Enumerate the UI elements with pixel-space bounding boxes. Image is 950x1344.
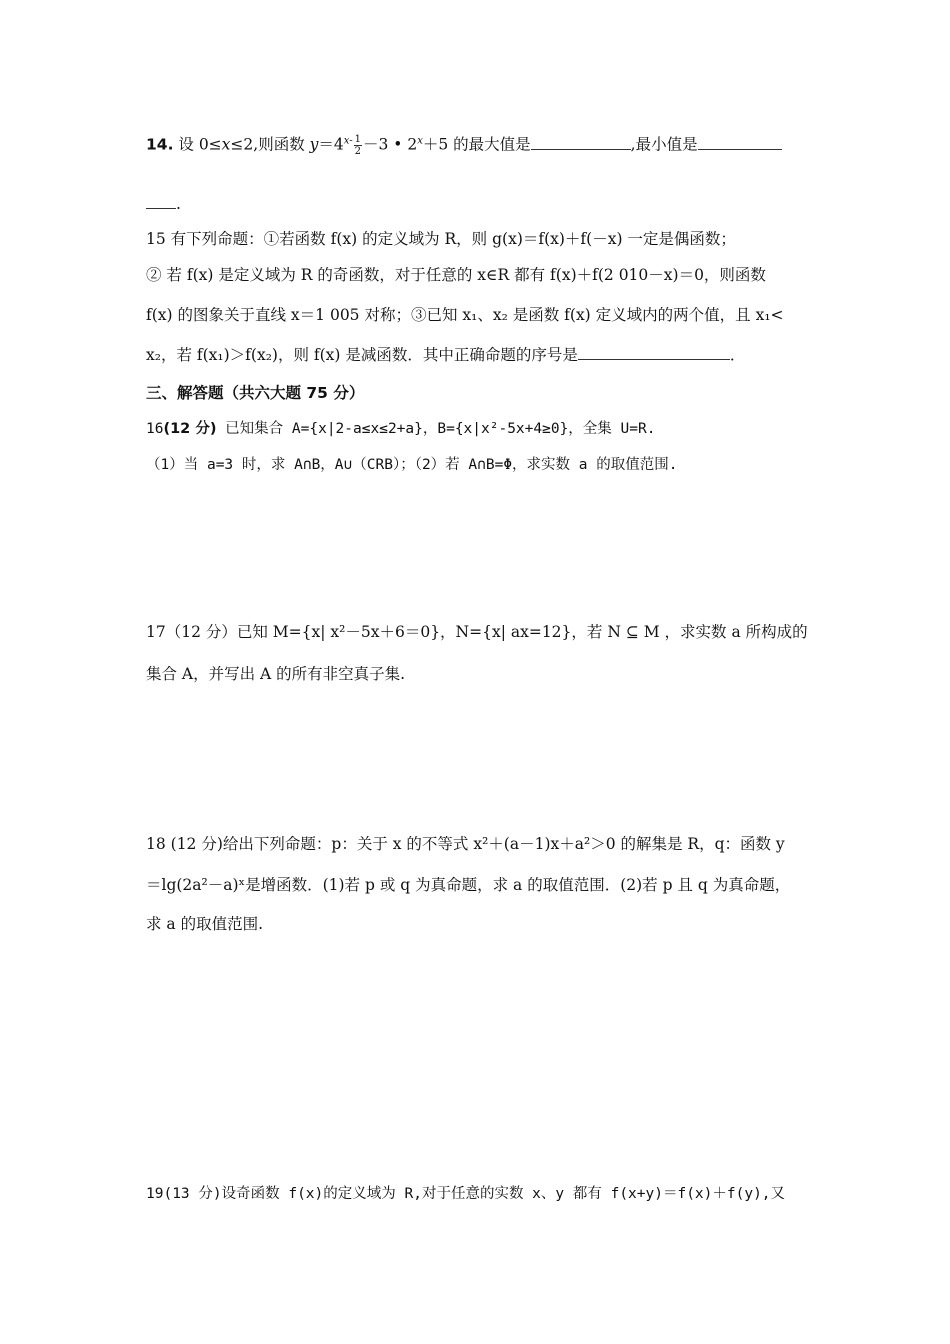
q15-line2: ② 若 f(x) 是定义域为 R 的奇函数，对于任意的 x∈R 都有 f(x)＋f(2 010－x)＝0，则函数 (146, 266, 766, 284)
q18-line1: 18 (12 分)给出下列命题：p：关于 x 的不等式 x²＋(a－1)x＋a²＞0 的解集是 R，q：函数 y (146, 835, 785, 853)
q15-line1: 15 有下列命题：①若函数 f(x) 的定义域为 R，则 g(x)＝f(x)＋f(－x) 一定是偶函数； (146, 230, 736, 248)
min-answer-blank[interactable] (698, 135, 782, 150)
q16-line2: （1）当 a=3 时，求 A∩B，A∪（CRB）；（2）若 A∩B=Φ，求实数 a 的取值范围. (146, 457, 678, 473)
min-answer-blank-cont[interactable] (146, 194, 176, 209)
q17-line1: 17（12 分）已知 M={x| x²－5x＋6＝0}，N={x| ax=12}，若 N ⊆ M ，求实数 a 所构成的 (146, 623, 808, 641)
q17-line2: 集合 A，并写出 A 的所有非空真子集. (146, 665, 406, 683)
q18-line2: ＝lg(2a²－a)ˣ是增函数．(1)若 p 或 q 为真命题，求 a 的取值范围．(2)若 p 且 q 为真命题， (146, 876, 791, 894)
q16-line1: 16(12 分) 已知集合 A={x|2-a≤x≤2+a}，B={x|x²-5x+4≥0}，全集 U=R. (146, 421, 656, 437)
q15-line4: x₂，若 f(x₁)＞f(x₂)，则 f(x) 是减函数．其中正确命题的序号是 ． (146, 346, 746, 364)
q14-fraction: $\frac{1}{2}$ (354, 134, 361, 157)
q15-answer-blank[interactable] (578, 345, 730, 360)
q14-line2: . (146, 194, 810, 214)
q18-line3: 求 a 的取值范围. (146, 915, 264, 933)
q14-line1: 14. 设 0≤x≤2,则函数 $y=4^{x-}$ $\frac{1}{2}$ －3 • $2^x+5$ 的最大值是 ,最小值是 (146, 134, 810, 157)
section-title: 三、解答题（共六大题 75 分） (146, 384, 365, 402)
max-answer-blank[interactable] (531, 135, 631, 150)
q19-line1: 19(13 分)设奇函数 f(x)的定义域为 R,对于任意的实数 x、y 都有 f(x+y)＝f(x)＋f(y),又 (146, 1186, 786, 1202)
q15-line3: f(x) 的图象关于直线 x＝1 005 对称；③已知 x₁、x₂ 是函数 f(x) 定义域内的两个值，且 x₁< (146, 306, 784, 324)
q14-number: 14. (146, 135, 174, 154)
